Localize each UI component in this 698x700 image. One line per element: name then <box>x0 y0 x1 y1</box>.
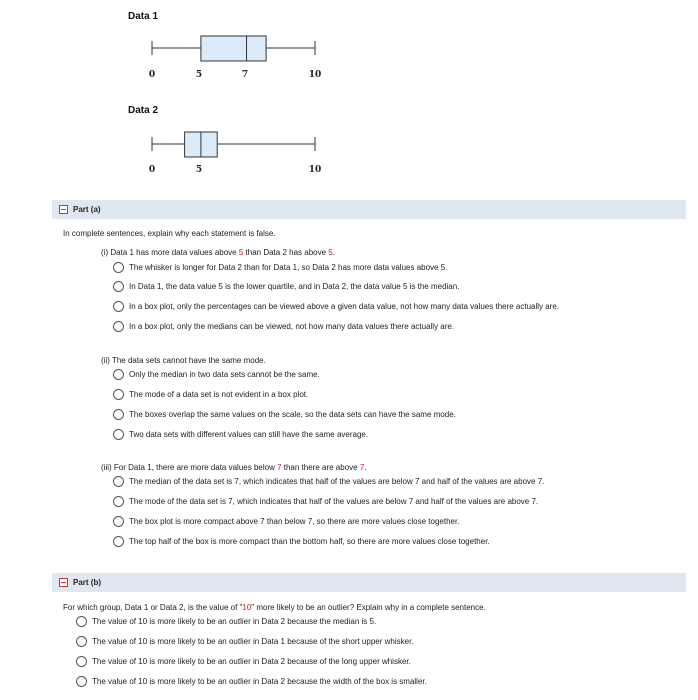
question-text: than there are above <box>281 463 360 472</box>
highlight-value: 7 <box>277 463 282 472</box>
part-a-header-label: Part (a) <box>73 205 101 214</box>
radio-option[interactable] <box>113 496 538 507</box>
radio-button[interactable] <box>76 636 87 647</box>
option-label: Only the median in two data sets cannot be the same. <box>129 370 320 379</box>
question-i-label <box>101 248 335 257</box>
option-label: In a box plot, only the medians can be viewed, not how many data values there actually are. <box>129 322 455 331</box>
radio-button[interactable] <box>113 281 124 292</box>
radio-button[interactable] <box>113 536 124 547</box>
question-text: (iii) For Data 1, there are more data values below <box>101 463 278 472</box>
part-b-header-label: Part (b) <box>73 578 101 587</box>
question-text: . <box>364 463 367 472</box>
question-text: (i) Data 1 has more data values above <box>101 248 239 257</box>
option-label: The whisker is longer for Data 2 than for Data 1, so Data 2 has more data values above 5. <box>129 263 448 272</box>
part-b-header <box>52 573 686 592</box>
option-label: The mode of a data set is not evident in a box plot. <box>129 390 309 399</box>
radio-option[interactable] <box>113 321 454 332</box>
data1-tick-7: 7 <box>241 70 249 80</box>
question-text: " more likely to be an outlier? Explain why in a complete sentence. <box>251 603 486 612</box>
option-label: The mode of the data set is 7, which indicates that half of the values are below 7 and half of the values are above 7. <box>129 497 539 506</box>
question-iii-label <box>101 463 367 472</box>
radio-button[interactable] <box>113 262 124 273</box>
radio-button[interactable] <box>113 409 124 420</box>
highlight-value: 10 <box>242 603 252 612</box>
part-b-question <box>63 603 486 612</box>
radio-button[interactable] <box>76 656 87 667</box>
highlight-value: 7 <box>359 463 365 472</box>
radio-button[interactable] <box>113 429 124 440</box>
part-a-instruction: In complete sentences, explain why each statement is false. <box>63 229 276 238</box>
radio-option[interactable] <box>113 369 320 380</box>
radio-option[interactable] <box>76 676 427 687</box>
option-label: Two data sets with different values can still have the same average. <box>129 430 369 439</box>
radio-button[interactable] <box>113 516 124 527</box>
option-label: The value of 10 is more likely to be an outlier in Data 2 because the median is 5. <box>92 617 377 626</box>
option-label: The median of the data set is 7, which indicates that half of the values are below 7 and half of the values are above 7. <box>129 477 545 486</box>
data2-boxplot <box>0 129 698 159</box>
data1-tick-0: 0 <box>148 70 156 80</box>
radio-option[interactable] <box>76 636 414 647</box>
data2-tick-5: 5 <box>195 165 203 175</box>
data1-tick-5: 5 <box>195 70 203 80</box>
radio-option[interactable] <box>113 429 368 440</box>
data2-title: Data 2 <box>128 105 159 116</box>
collapse-icon[interactable] <box>59 578 68 587</box>
option-label: The boxes overlap the same values on the scale, so the data sets can have the same mode. <box>129 410 456 419</box>
data2-tick-0: 0 <box>148 165 156 175</box>
radio-button[interactable] <box>113 369 124 380</box>
radio-button[interactable] <box>113 301 124 312</box>
option-label: The top half of the box is more compact than the bottom half, so there are more values close together. <box>129 537 490 546</box>
radio-option[interactable] <box>113 516 459 527</box>
radio-option[interactable] <box>113 281 459 292</box>
question-text: For which group, Data 1 or Data 2, is the value of " <box>63 603 243 612</box>
part-a-header <box>52 200 686 219</box>
radio-option[interactable] <box>76 616 376 627</box>
radio-button[interactable] <box>76 676 87 687</box>
radio-option[interactable] <box>113 476 544 487</box>
radio-option[interactable] <box>76 656 411 667</box>
radio-button[interactable] <box>76 616 87 627</box>
question-text: . <box>332 248 335 257</box>
option-label: In a box plot, only the percentages can be viewed above a given data value, not how many data values there actually are. <box>129 302 560 311</box>
option-label: In Data 1, the data value 5 is the lower quartile, and in Data 2, the data value 5 is the median. <box>129 282 460 291</box>
radio-button[interactable] <box>113 476 124 487</box>
data2-tick-10: 10 <box>308 165 322 175</box>
question-text: than Data 2 has above <box>243 248 329 257</box>
option-label: The box plot is more compact above 7 than below 7, so there are more values close together. <box>129 517 460 526</box>
radio-button[interactable] <box>113 321 124 332</box>
data1-title: Data 1 <box>128 11 159 22</box>
radio-option[interactable] <box>113 409 456 420</box>
radio-option[interactable] <box>113 262 447 273</box>
radio-button[interactable] <box>113 389 124 400</box>
data1-tick-10: 10 <box>308 70 322 80</box>
option-label: The value of 10 is more likely to be an outlier in Data 2 because of the long upper whisker. <box>92 657 411 666</box>
highlight-value: 5 <box>328 248 333 257</box>
collapse-icon[interactable] <box>59 205 68 214</box>
data1-boxplot <box>0 33 698 63</box>
question-ii-label: (ii) The data sets cannot have the same mode. <box>101 356 266 365</box>
highlight-value: 5 <box>238 248 244 257</box>
data1-box <box>201 36 266 61</box>
radio-button[interactable] <box>113 496 124 507</box>
option-label: The value of 10 is more likely to be an outlier in Data 1 because of the short upper whisker. <box>92 637 414 646</box>
radio-option[interactable] <box>113 536 490 547</box>
option-label: The value of 10 is more likely to be an outlier in Data 2 because the width of the box is smaller. <box>92 677 427 686</box>
radio-option[interactable] <box>113 389 308 400</box>
radio-option[interactable] <box>113 301 559 312</box>
